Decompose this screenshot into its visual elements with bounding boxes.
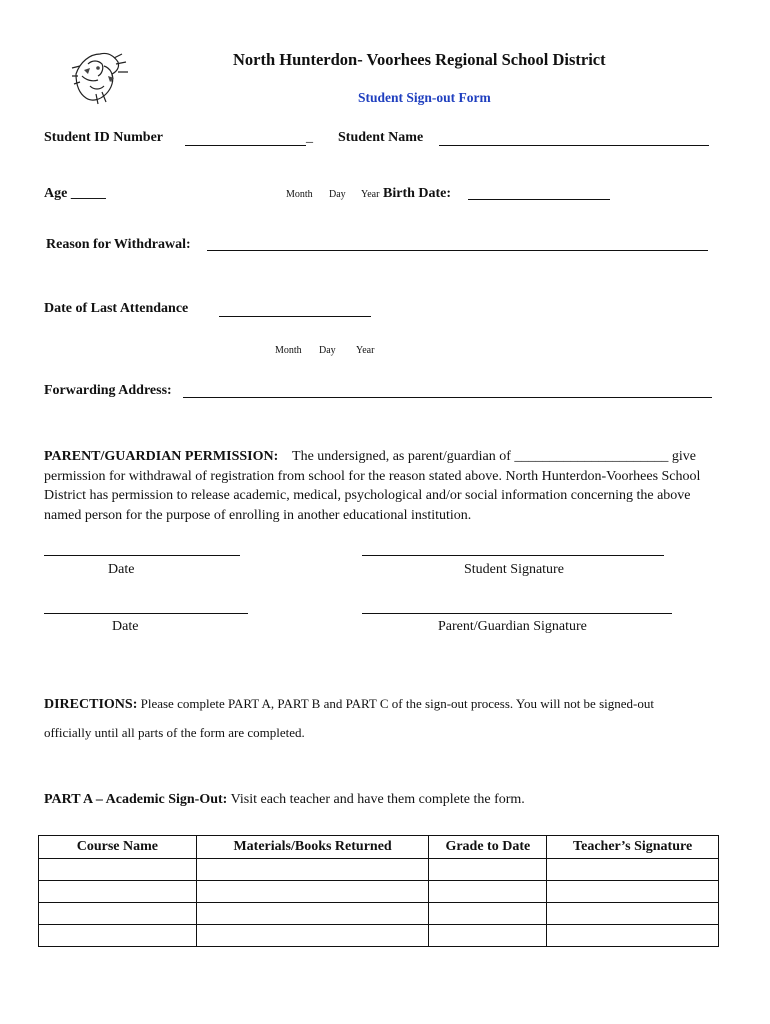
- table-cell[interactable]: [196, 859, 429, 881]
- last-attendance-field[interactable]: [219, 316, 371, 317]
- table-cell[interactable]: [196, 925, 429, 947]
- table-cell[interactable]: [547, 925, 719, 947]
- parent-signature-label: Parent/Guardian Signature: [438, 619, 587, 634]
- part-a-heading: PART A – Academic Sign-Out:: [44, 792, 228, 807]
- date-2-line[interactable]: [44, 613, 248, 614]
- table-cell[interactable]: [39, 903, 197, 925]
- table-row: [39, 859, 719, 881]
- attendance-year-label: Year: [356, 345, 375, 356]
- forwarding-address-label: Forwarding Address:: [44, 383, 172, 398]
- part-a-instruction: Visit each teacher and have them complete the form.: [230, 792, 525, 807]
- table-cell[interactable]: [429, 925, 547, 947]
- age-label: Age _____: [44, 186, 106, 201]
- attendance-month-label: Month: [275, 345, 302, 356]
- table-cell[interactable]: [547, 859, 719, 881]
- part-a-table: [38, 835, 719, 947]
- last-attendance-label: Date of Last Attendance: [44, 301, 189, 316]
- student-name-field[interactable]: [439, 145, 709, 146]
- reason-label: Reason for Withdrawal:: [46, 237, 191, 252]
- reason-field[interactable]: [207, 250, 708, 251]
- student-id-label: Student ID Number: [44, 130, 164, 145]
- part-a-heading-line: [44, 792, 525, 808]
- column-grade-to-date: Grade to Date: [429, 836, 547, 859]
- student-name-label: Student Name: [338, 130, 424, 145]
- table-cell[interactable]: [39, 859, 197, 881]
- permission-text: The undersigned, as parent/guardian of ______________________ give permission for withdrawal of registration from school for the reason stated above. North Hunterdon-Voorhees School District has permission to release academic, medical, psychological and/or social information concerning the above named person for the purpose of enrolling in another educational institution.: [44, 449, 701, 523]
- directions-line-1: [44, 696, 654, 713]
- table-cell[interactable]: [547, 903, 719, 925]
- column-teacher-signature: Teacher’s Signature: [547, 836, 719, 859]
- student-signature-label: Student Signature: [464, 562, 564, 577]
- directions-text-1: Please complete PART A, PART B and PART C of the sign-out process. You will not be signed-out: [140, 696, 654, 711]
- forwarding-address-field[interactable]: [183, 397, 712, 398]
- parent-signature-line[interactable]: [362, 613, 672, 614]
- student-signature-line[interactable]: [362, 555, 664, 556]
- table-cell[interactable]: [39, 881, 197, 903]
- form-title: Student Sign-out Form: [358, 90, 491, 105]
- directions-heading: DIRECTIONS:: [44, 697, 138, 712]
- student-id-tail: _: [306, 130, 313, 145]
- birth-year-label: Year: [361, 189, 380, 200]
- date-1-line[interactable]: [44, 555, 240, 556]
- table-cell[interactable]: [429, 903, 547, 925]
- table-cell[interactable]: [429, 859, 547, 881]
- directions-line-2: officially until all parts of the form are completed.: [44, 725, 305, 740]
- knight-horse-logo-icon: [68, 46, 132, 108]
- column-materials-returned: Materials/Books Returned: [196, 836, 429, 859]
- table-cell[interactable]: [547, 881, 719, 903]
- table-row: [39, 881, 719, 903]
- table-header-row: [39, 836, 719, 859]
- birth-month-label: Month: [286, 189, 313, 200]
- birth-date-label: Birth Date:: [383, 186, 452, 201]
- permission-paragraph: [44, 447, 720, 525]
- table-row: [39, 925, 719, 947]
- table-cell[interactable]: [196, 903, 429, 925]
- column-course-name: Course Name: [39, 836, 197, 859]
- birth-day-label: Day: [329, 189, 346, 200]
- date-2-label: Date: [112, 619, 139, 634]
- table-cell[interactable]: [196, 881, 429, 903]
- table-cell[interactable]: [429, 881, 547, 903]
- table-row: [39, 903, 719, 925]
- permission-heading: PARENT/GUARDIAN PERMISSION:: [44, 449, 279, 464]
- date-1-label: Date: [108, 562, 135, 577]
- student-id-field[interactable]: [185, 145, 306, 146]
- district-title: North Hunterdon- Voorhees Regional School District: [233, 50, 606, 69]
- attendance-day-label: Day: [319, 345, 336, 356]
- birth-date-field[interactable]: [468, 199, 610, 200]
- table-cell[interactable]: [39, 925, 197, 947]
